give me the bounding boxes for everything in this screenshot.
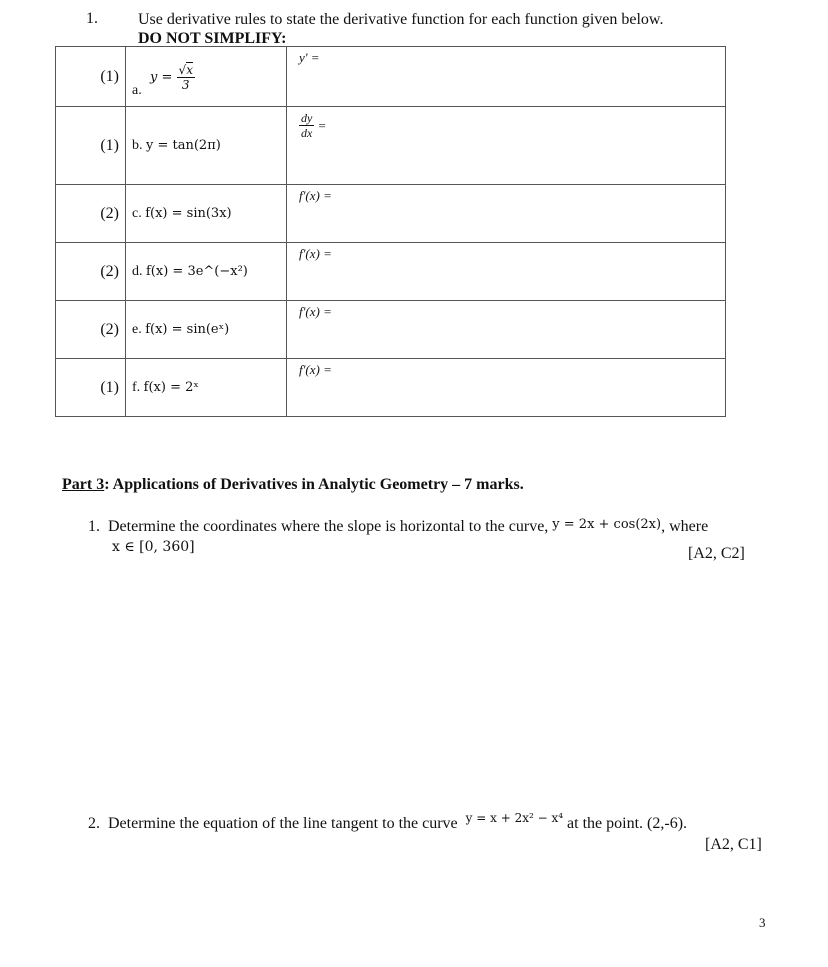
function-d: f(x) = 3e^(−x²) — [146, 263, 248, 279]
problem-number: 2. — [88, 815, 100, 832]
derivative-table — [55, 46, 726, 417]
answer-cell[interactable] — [287, 359, 726, 417]
function-a: y = $\frac{√x}{3}$ — [150, 62, 193, 92]
item-label: c. — [132, 205, 142, 221]
question-number: 1. — [86, 10, 98, 27]
problem-text: Determine the equation of the line tangent to the curve — [108, 815, 458, 832]
answer-prompt: y' = — [299, 50, 320, 65]
marks-cell: (1) — [56, 359, 126, 417]
marks-cell: (1) — [56, 47, 126, 107]
outcome-tag: [A2, C1] — [705, 836, 762, 853]
instruction-text: Use derivative rules to state the derivative function for each function given below. — [138, 11, 664, 28]
marks-cell: (2) — [56, 301, 126, 359]
outcome-tag: [A2, C2] — [688, 545, 745, 562]
problem-text: Determine the coordinates where the slope is horizontal to the curve, — [108, 518, 549, 535]
answer-cell[interactable] — [287, 185, 726, 243]
item-label: a. — [132, 82, 142, 98]
table-row — [56, 359, 726, 417]
do-not-simplify: DO NOT SIMPLIFY: — [138, 30, 287, 47]
function-cell — [126, 107, 287, 185]
item-label: d. — [132, 263, 143, 279]
table-row — [56, 185, 726, 243]
answer-prompt: $\frac{dy}{dx}$ = — [301, 111, 327, 140]
problem-equation: y = x + 2x² − x⁴ — [465, 811, 564, 825]
table-row — [56, 243, 726, 301]
problem-2 — [88, 811, 688, 833]
table-row — [56, 107, 726, 185]
function-e: f(x) = sin(eˣ) — [145, 321, 230, 337]
answer-prompt: f'(x) = — [299, 362, 332, 377]
item-label: b. — [132, 137, 143, 153]
marks-cell: (2) — [56, 243, 126, 301]
answer-prompt: f'(x) = — [299, 188, 332, 203]
table-row — [56, 47, 726, 107]
answer-cell[interactable] — [287, 107, 726, 185]
part3-label: Part 3 — [62, 476, 105, 493]
function-cell — [126, 47, 287, 107]
function-cell — [126, 359, 287, 417]
marks-cell: (1) — [56, 107, 126, 185]
problem-suffix: , where — [661, 518, 709, 535]
problem-equation: y = 2x + cos(2x) — [552, 517, 662, 532]
answer-cell[interactable] — [287, 47, 726, 107]
function-f: f(x) = 2ˣ — [143, 379, 199, 395]
function-c: f(x) = sin(3x) — [145, 205, 232, 221]
function-cell — [126, 243, 287, 301]
part3-title: : Applications of Derivatives in Analytic Geometry – 7 marks. — [104, 476, 524, 493]
part3-heading — [62, 476, 524, 494]
answer-prompt: f'(x) = — [299, 304, 332, 319]
marks-cell: (2) — [56, 185, 126, 243]
answer-prompt: f'(x) = — [299, 246, 332, 261]
item-label: e. — [132, 321, 142, 337]
answer-cell[interactable] — [287, 243, 726, 301]
function-b: y = tan(2π) — [146, 137, 221, 153]
instruction-block — [138, 10, 663, 48]
function-cell — [126, 185, 287, 243]
table-row — [56, 301, 726, 359]
item-label: f. — [132, 379, 141, 395]
problem-suffix: at the point. (2,-6). — [567, 815, 688, 832]
problem-1-domain: x ∈ [0, 360] — [112, 539, 195, 555]
problem-number: 1. — [88, 518, 100, 535]
function-cell — [126, 301, 287, 359]
answer-cell[interactable] — [287, 301, 726, 359]
page-number: 3 — [759, 915, 766, 930]
problem-1 — [88, 517, 708, 538]
